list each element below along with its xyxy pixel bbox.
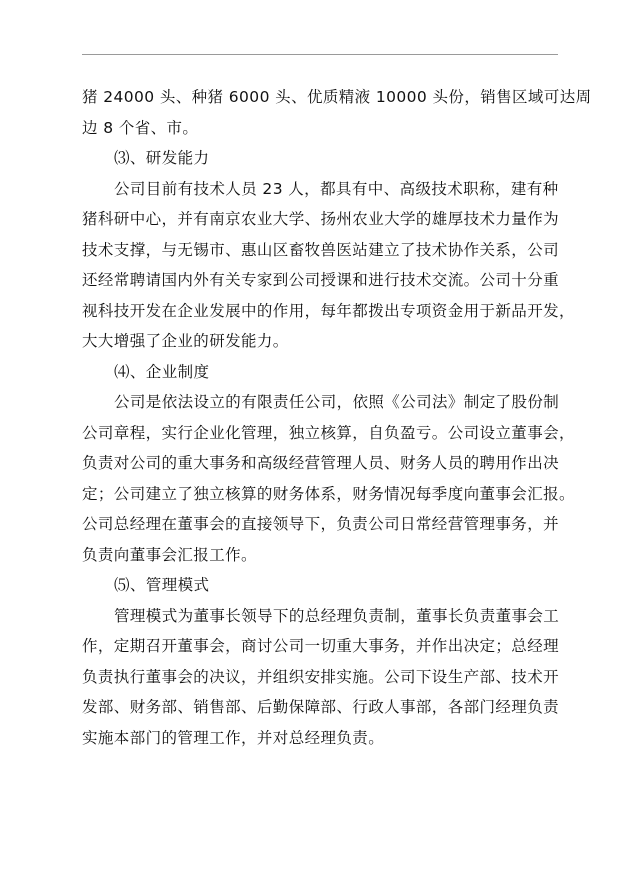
section-heading-management: ⑸、管理模式: [114, 576, 210, 594]
text-line: 公司是依法设立的有限责任公司，依照《公司法》制定了股份制: [114, 393, 560, 411]
text-line: 大大增强了企业的研发能力。: [82, 332, 289, 350]
text-line: 定；公司建立了独立核算的财务体系，财务情况每季度向董事会汇报。: [82, 484, 575, 503]
text-line: 负责执行董事会的决议，并组织安排实施。公司下设生产部、技术开: [82, 667, 560, 686]
section-heading-system: ⑷、企业制度: [114, 362, 210, 381]
header-rule: [82, 54, 558, 55]
text-line: 负责对公司的重大事务和高级经营管理人员、财务人员的聘用作出决: [82, 454, 560, 472]
text-line: 技术支撑，与无锡市、惠山区畜牧兽医站建立了技术协作关系，公司: [82, 240, 560, 259]
text-line: 还经常聘请国内外有关专家到公司授课和进行技术交流。公司十分重: [82, 271, 560, 289]
text-line: 负责向董事会汇报工作。: [82, 545, 257, 564]
text-line: 发部、财务部、销售部、后勤保障部、行政人事部，各部门经理负责: [82, 698, 560, 716]
text-line: 管理模式为董事长领导下的总经理负责制，董事长负责董事会工: [114, 606, 560, 625]
text-line: 猪科研中心，并有南京农业大学、扬州农业大学的雄厚技术力量作为: [82, 210, 560, 228]
text-line: 实施本部门的管理工作，并对总经理负责。: [82, 728, 385, 747]
text-line: 公司目前有技术人员 23 人，都具有中、高级技术职称，建有种: [114, 179, 559, 198]
section-heading-rd: ⑶、研发能力: [114, 149, 210, 167]
text-line: 公司章程，实行企业化管理，独立核算，自负盈亏。公司设立董事会，: [82, 423, 575, 442]
text-line: 边 8 个省、市。: [82, 118, 199, 137]
text-line: 公司总经理在董事会的直接领导下，负责公司日常经营管理事务，并: [82, 515, 560, 533]
text-line: 猪 24000 头、种猪 6000 头、优质精液 10000 头份，销售区域可达周: [82, 88, 592, 106]
document-body: [82, 87, 592, 758]
text-line: 作，定期召开董事会，商讨公司一切重大事务，并作出决定；总经理: [82, 637, 560, 655]
text-line: 视科技开发在企业发展中的作用，每年都拨出专项资金用于新品开发，: [82, 301, 575, 320]
